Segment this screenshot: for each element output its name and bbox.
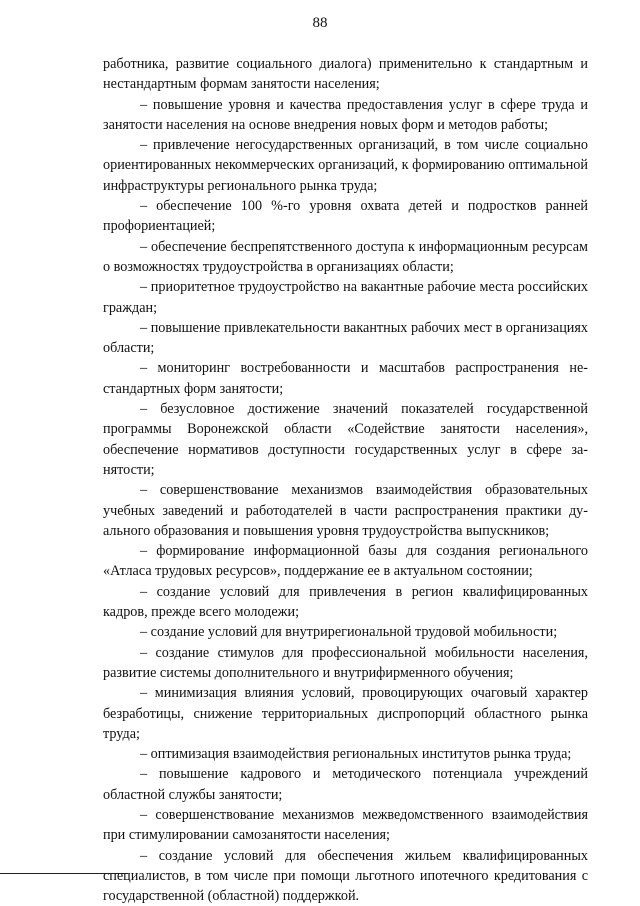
list-item: – минимизация влияния условий, провоцирующих очаговый характер безработицы, снижение территориальных диспропорций областного рынка труда;: [103, 685, 588, 742]
list-item: – создание условий для привлечения в регион квалифицированных кадров, прежде всего молодежи;: [103, 583, 588, 621]
list-item: – оптимизация взаимодействия региональных институтов рынка труда;: [140, 746, 572, 763]
page-number: 88: [312, 15, 328, 31]
body-text: [103, 54, 588, 906]
list-item: – совершенствование механизмов взаимодействия образовательных учебных заведений и работодателей в части распространения практики дуального образования и повышения уровня трудоустройства выпускников;: [103, 482, 588, 539]
list-item: – создание стимулов для профессиональной мобильности населения, развитие системы дополнительного и внутрифирменного обучения;: [103, 644, 588, 681]
list-item: – приоритетное трудоустройство на вакантные рабочие места российских граждан;: [103, 279, 588, 316]
footer-rule: [0, 873, 128, 874]
list-item: – формирование информационной базы для создания регионального «Атласа трудовых ресурсов», поддержание ее в актуальном состоянии;: [103, 543, 588, 580]
list-item: – повышение привлекательности вакантных рабочих мест в организациях области;: [103, 319, 588, 357]
paragraph-continuation: работника, развитие социального диалога) применительно к стандартным и нестандартным формам занятости населения;: [103, 56, 588, 93]
list-item: – привлечение негосударственных организаций, в том числе социально ориентированных некоммерческих организаций, к формированию оптимальной инфраструктуры регионального рынка труда;: [103, 137, 588, 194]
list-item: – совершенствование механизмов межведомственного взаимодействия при стимулировании самозанятости населения;: [103, 806, 588, 844]
list-item: – обеспечение 100 %-го уровня охвата детей и подростков ранней профориентацией;: [103, 198, 588, 235]
list-item: – обеспечение беспрепятственного доступа к информационным ресурсам о возможностях трудоустройства в организациях области;: [103, 238, 588, 275]
list-item: – безусловное достижение значений показателей государственной программы Воронежской области «Содействие занятости населения», обеспечение нормативов доступности государственных услуг в сфере занятости;: [103, 401, 588, 478]
list-item: – создание условий для внутрирегиональной трудовой мобильности;: [140, 624, 558, 641]
list-item: – повышение кадрового и методического потенциала учреждений областной службы занятости;: [103, 766, 588, 803]
list-item: – повышение уровня и качества предоставления услуг в сфере труда и занятости населения на основе внедрения новых форм и методов работы;: [103, 96, 588, 133]
list-item: – мониторинг востребованности и масштабов распространения нестандартных форм занятости;: [103, 360, 588, 397]
list-item: – создание условий для обеспечения жильем квалифицированных специалистов, в том числе при помощи льготного ипотечного кредитования с государственной (областной) поддержкой.: [103, 847, 588, 905]
